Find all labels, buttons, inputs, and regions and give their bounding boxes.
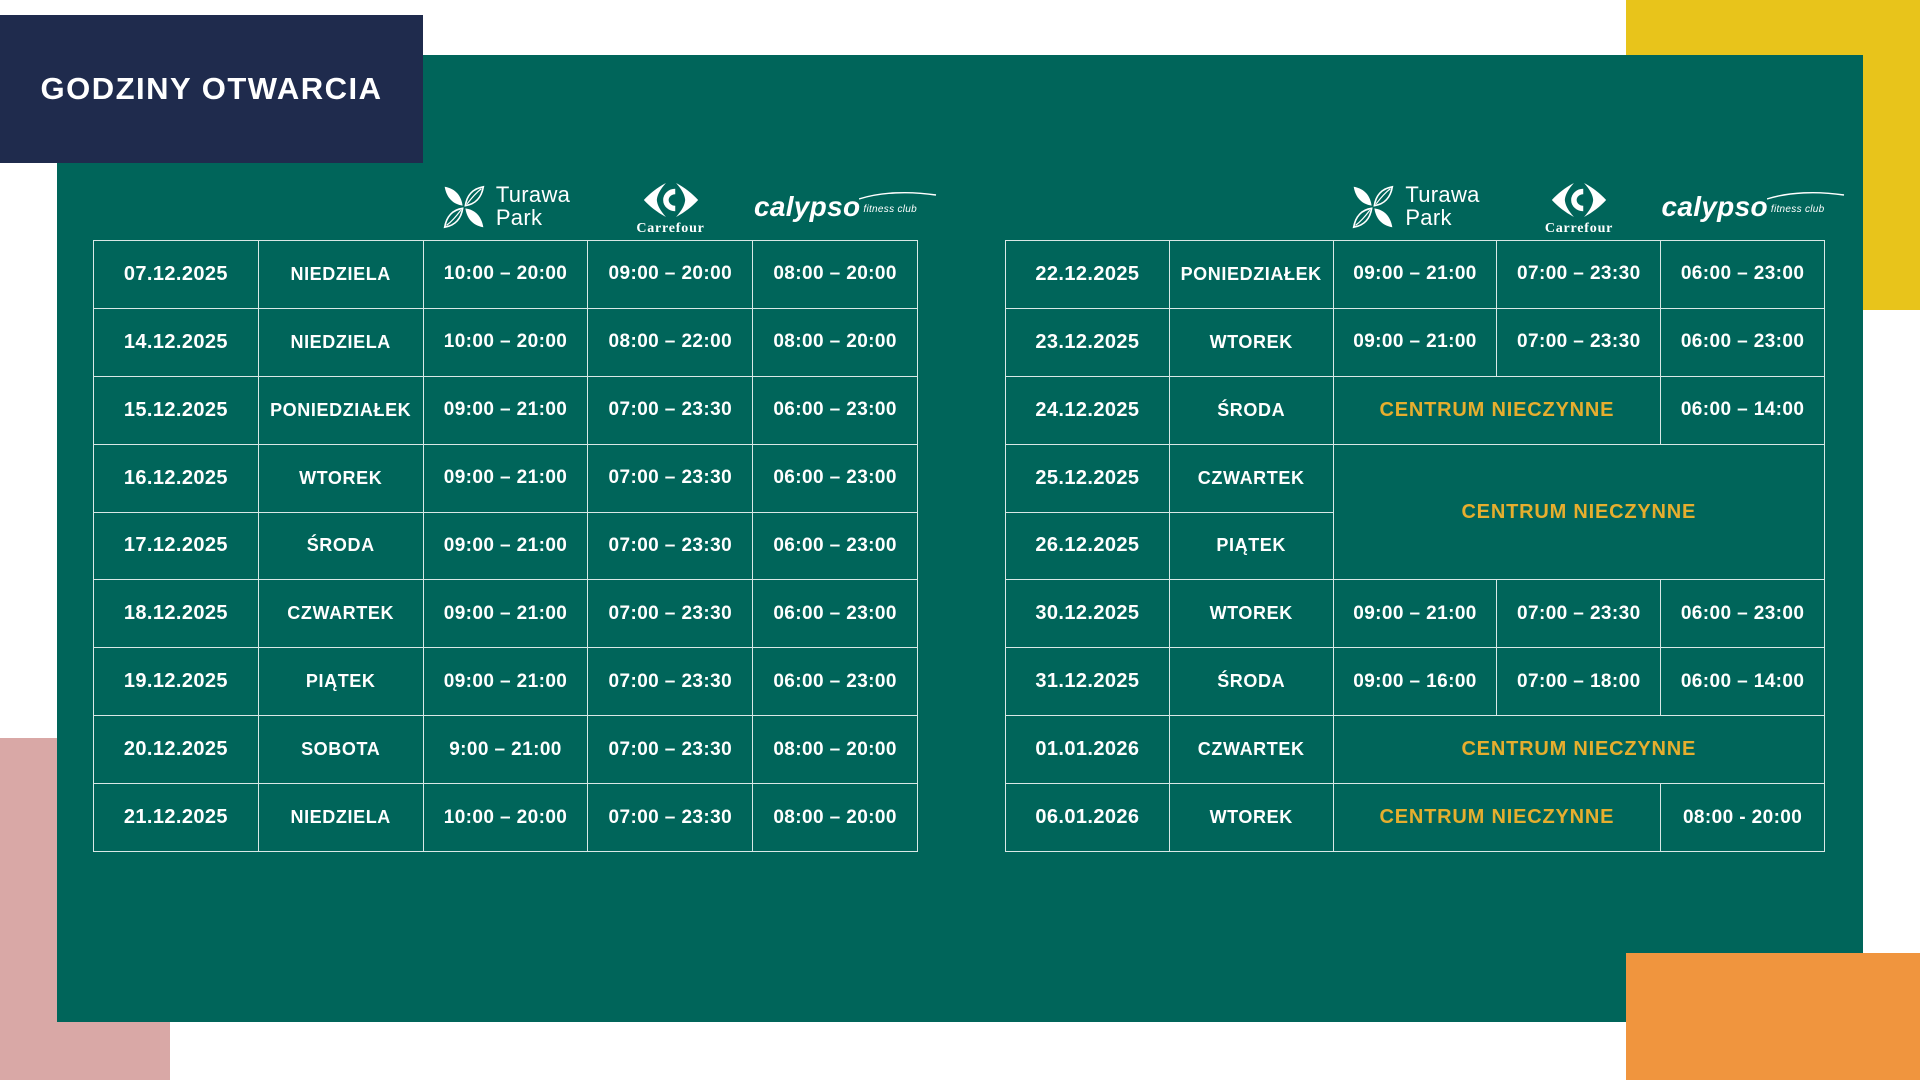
left-logo-row [93,176,918,236]
carrefour-hours-cell: 08:00 – 22:00 [588,309,753,377]
calypso-hours-cell: 06:00 – 14:00 [1661,648,1825,716]
date-cell: 19.12.2025 [94,648,259,716]
carrefour-wordmark: Carrefour [636,221,705,236]
turawa-name-line1: Turawa [1405,182,1480,208]
centre-closed-cell: CENTRUM NIECZYNNE [1334,784,1662,852]
calypso-hours-cell: 08:00 - 20:00 [1661,784,1825,852]
date-cell: 18.12.2025 [94,580,259,648]
title-banner [0,15,423,163]
calypso-tagline: fitness club [863,204,917,216]
calypso-hours-cell: 06:00 – 23:00 [753,513,918,581]
calypso-hours-cell: 06:00 – 23:00 [1661,580,1825,648]
date-cell: 24.12.2025 [1006,377,1170,445]
date-cell: 26.12.2025 [1006,513,1170,581]
carrefour-hours-cell: 07:00 – 23:30 [588,716,753,784]
day-cell: ŚRODA [259,513,424,581]
centre-closed-cell: CENTRUM NIECZYNNE [1334,716,1825,784]
turawa-name-line2: Park [495,204,543,230]
day-cell: SOBOTA [259,716,424,784]
carrefour-icon [1551,182,1607,218]
date-cell: 07.12.2025 [94,241,259,309]
calypso-swoosh-icon [859,190,937,200]
turawa-hours-cell: 10:00 – 20:00 [424,784,589,852]
carrefour-hours-cell: 09:00 – 20:00 [588,241,753,309]
day-cell: PIĄTEK [259,648,424,716]
carrefour-hours-cell: 07:00 – 23:30 [1497,580,1661,648]
left-schedule-table [93,240,918,852]
date-cell: 31.12.2025 [1006,648,1170,716]
turawa-park-logo [441,184,570,230]
date-cell: 17.12.2025 [94,513,259,581]
turawa-hours-cell: 09:00 – 21:00 [424,445,589,513]
right-schedule-table [1005,240,1825,852]
turawa-hours-cell: 09:00 – 21:00 [424,580,589,648]
calypso-hours-cell: 08:00 – 20:00 [753,784,918,852]
turawa-hours-cell: 09:00 – 21:00 [1334,580,1498,648]
right-logo-row [1005,176,1825,236]
day-cell: NIEDZIELA [259,241,424,309]
day-cell: CZWARTEK [259,580,424,648]
day-cell: PONIEDZIAŁEK [259,377,424,445]
carrefour-hours-cell: 07:00 – 23:30 [588,377,753,445]
turawa-park-logo [1350,184,1479,230]
turawa-hours-cell: 09:00 – 21:00 [424,648,589,716]
calypso-hours-cell: 08:00 – 20:00 [753,309,918,377]
turawa-name-line2: Park [1405,204,1452,230]
day-cell: ŚRODA [1170,377,1334,445]
day-cell: CZWARTEK [1170,445,1334,513]
date-cell: 06.01.2026 [1006,784,1170,852]
turawa-hours-cell: 09:00 – 21:00 [1334,241,1498,309]
calypso-wordmark: calypso [1661,190,1768,222]
date-cell: 25.12.2025 [1006,445,1170,513]
day-cell: WTOREK [1170,580,1334,648]
calypso-hours-cell: 08:00 – 20:00 [753,241,918,309]
calypso-swoosh-icon [1767,190,1845,200]
turawa-hours-cell: 9:00 – 21:00 [424,716,589,784]
date-cell: 22.12.2025 [1006,241,1170,309]
carrefour-hours-cell: 07:00 – 23:30 [588,580,753,648]
turawa-hours-cell: 09:00 – 21:00 [424,513,589,581]
carrefour-hours-cell: 07:00 – 18:00 [1497,648,1661,716]
turawa-leaf-icon [1350,184,1396,230]
day-cell: WTOREK [1170,309,1334,377]
centre-closed-cell: CENTRUM NIECZYNNE [1334,377,1662,445]
day-cell: WTOREK [1170,784,1334,852]
day-cell: WTOREK [259,445,424,513]
calypso-wordmark: calypso [753,190,861,222]
calypso-hours-cell: 08:00 – 20:00 [753,716,918,784]
carrefour-icon [643,182,699,218]
carrefour-hours-cell: 07:00 – 23:30 [1497,309,1661,377]
carrefour-hours-cell: 07:00 – 23:30 [588,513,753,581]
carrefour-logo [636,182,704,237]
turawa-name-line1: Turawa [495,182,571,208]
day-cell: CZWARTEK [1170,716,1334,784]
page-title: GODZINY OTWARCIA [40,71,383,106]
day-cell: PIĄTEK [1170,513,1334,581]
calypso-logo [753,190,917,222]
calypso-hours-cell: 06:00 – 23:00 [753,445,918,513]
date-cell: 14.12.2025 [94,309,259,377]
turawa-hours-cell: 09:00 – 16:00 [1334,648,1498,716]
date-cell: 21.12.2025 [94,784,259,852]
day-cell: NIEDZIELA [259,784,424,852]
carrefour-wordmark: Carrefour [1544,221,1614,236]
carrefour-hours-cell: 07:00 – 23:30 [1497,241,1661,309]
carrefour-logo [1545,182,1613,237]
turawa-hours-cell: 10:00 – 20:00 [424,309,589,377]
date-cell: 15.12.2025 [94,377,259,445]
decor-orange-block [1626,953,1920,1080]
turawa-hours-cell: 09:00 – 21:00 [1334,309,1498,377]
turawa-hours-cell: 09:00 – 21:00 [424,377,589,445]
carrefour-hours-cell: 07:00 – 23:30 [588,445,753,513]
turawa-hours-cell: 10:00 – 20:00 [424,241,589,309]
calypso-hours-cell: 06:00 – 23:00 [1661,309,1825,377]
calypso-hours-cell: 06:00 – 14:00 [1661,377,1825,445]
carrefour-hours-cell: 07:00 – 23:30 [588,648,753,716]
date-cell: 23.12.2025 [1006,309,1170,377]
date-cell: 16.12.2025 [94,445,259,513]
centre-closed-cell: CENTRUM NIECZYNNE [1334,445,1825,581]
carrefour-hours-cell: 07:00 – 23:30 [588,784,753,852]
day-cell: ŚRODA [1170,648,1334,716]
turawa-leaf-icon [441,184,487,230]
calypso-hours-cell: 06:00 – 23:00 [1661,241,1825,309]
date-cell: 01.01.2026 [1006,716,1170,784]
calypso-tagline: fitness club [1770,204,1825,216]
day-cell: PONIEDZIAŁEK [1170,241,1334,309]
calypso-hours-cell: 06:00 – 23:00 [753,580,918,648]
calypso-hours-cell: 06:00 – 23:00 [753,377,918,445]
calypso-hours-cell: 06:00 – 23:00 [753,648,918,716]
date-cell: 20.12.2025 [94,716,259,784]
day-cell: NIEDZIELA [259,309,424,377]
date-cell: 30.12.2025 [1006,580,1170,648]
calypso-logo [1661,190,1825,222]
